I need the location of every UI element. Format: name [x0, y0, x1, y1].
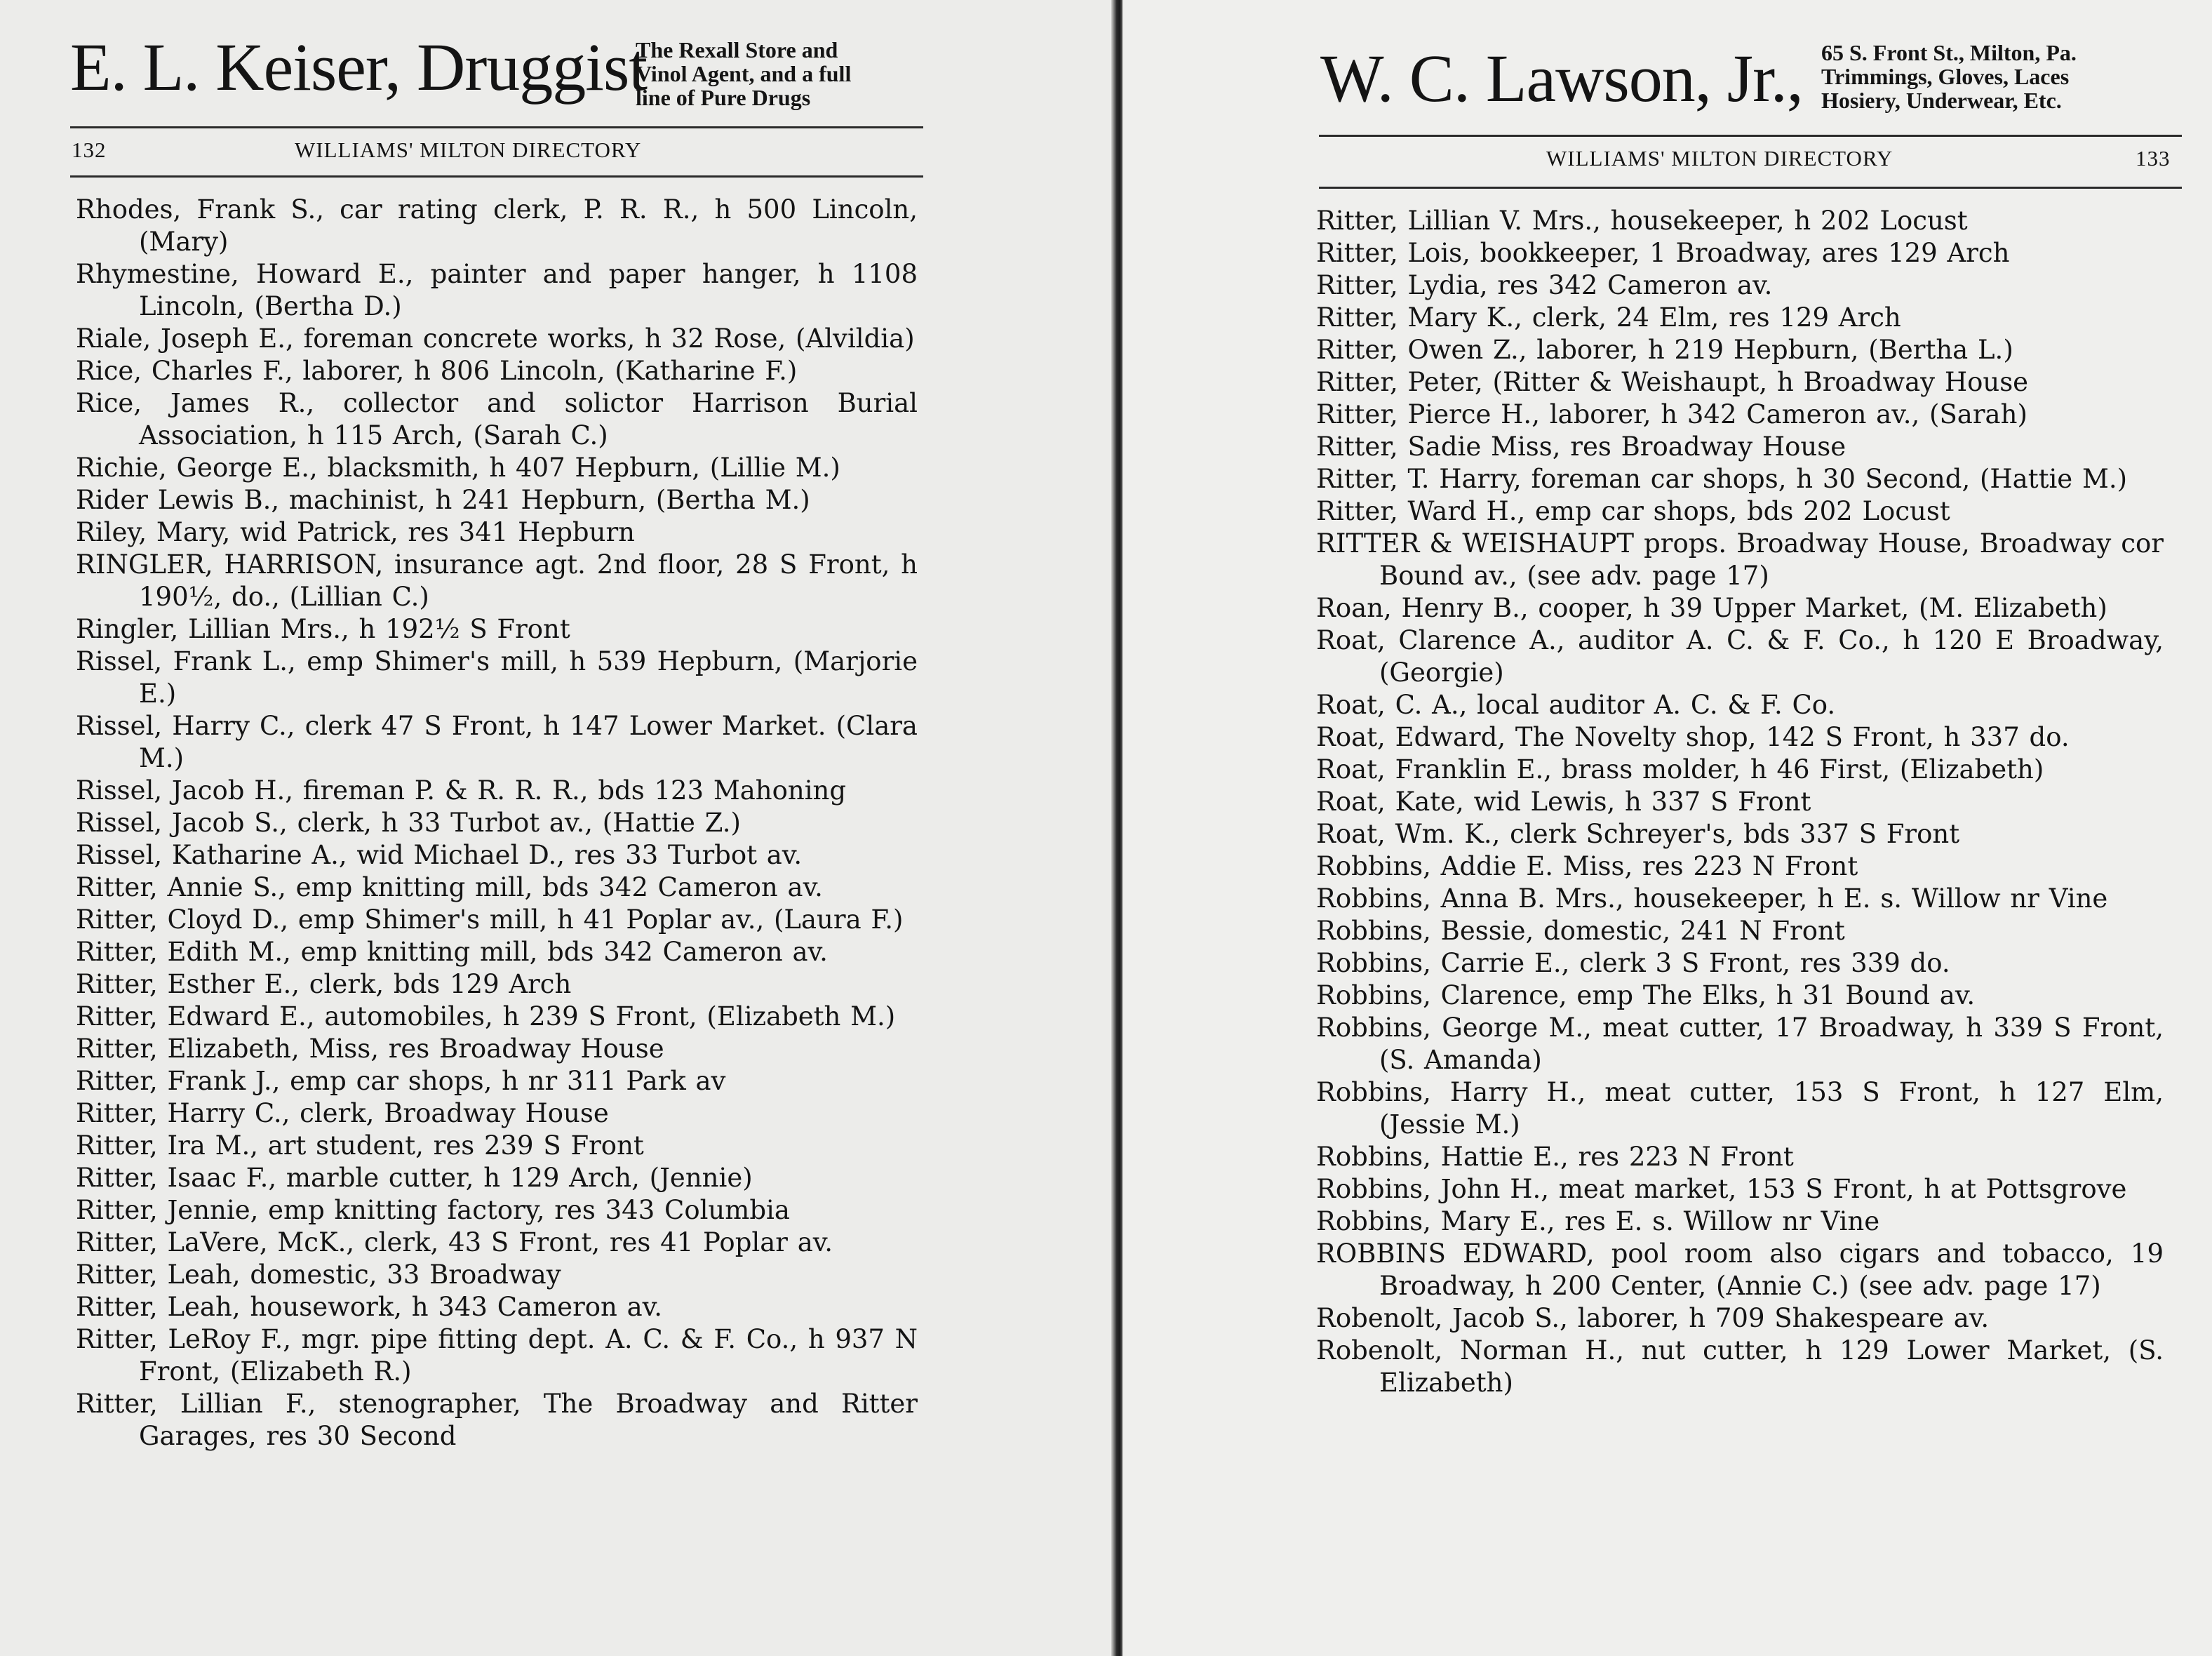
directory-entry: Ritter, Lillian F., stenographer, The Broadway and Ritter Garages, res 30 Second	[76, 1389, 918, 1451]
directory-entry: Ritter, Elizabeth, Miss, res Broadway House	[76, 1034, 664, 1064]
header-rule-top	[70, 126, 923, 128]
directory-entry: Robbins, Anna B. Mrs., housekeeper, h E. s. Willow nr Vine	[1316, 883, 2108, 914]
directory-entry: Rice, James R., collector and solictor Harrison Burial Association, h 115 Arch, (Sarah C.)	[76, 388, 918, 450]
directory-entry: Robbins, George M., meat cutter, 17 Broadway, h 339 S Front, (S. Amanda)	[1316, 1013, 2164, 1075]
ad-tagline-line-3: Hosiery, Underwear, Etc.	[1821, 88, 2062, 113]
directory-entry: Ringler, Lillian Mrs., h 192½ S Front	[76, 614, 570, 644]
directory-entry: Ritter, Owen Z., laborer, h 219 Hepburn, (Bertha L.)	[1316, 335, 2013, 365]
right-page	[1122, 0, 2212, 1656]
directory-entry: Ritter, Edward E., automobiles, h 239 S Front, (Elizabeth M.)	[76, 1001, 896, 1031]
directory-entry: RINGLER, HARRISON, insurance agt. 2nd floor, 28 S Front, h 190½, do., (Lillian C.)	[76, 549, 918, 612]
directory-entry: Robbins, Bessie, domestic, 241 N Front	[1316, 916, 1845, 946]
directory-entry: Rissel, Jacob S., clerk, h 33 Turbot av., (Hattie Z.)	[76, 808, 741, 838]
directory-entry: Ritter, Frank J., emp car shops, h nr 311 Park av	[76, 1066, 726, 1096]
page-number: 132	[72, 138, 107, 162]
directory-entry: Ritter, Leah, domestic, 33 Broadway	[76, 1260, 561, 1290]
directory-entry: Ritter, LeRoy F., mgr. pipe fitting dept. A. C. & F. Co., h 937 N Front, (Elizabeth R.)	[76, 1324, 918, 1387]
directory-entry: Riley, Mary, wid Patrick, res 341 Hepburn	[76, 517, 635, 547]
running-head: WILLIAMS' MILTON DIRECTORY	[1546, 146, 1893, 171]
directory-entry: Roan, Henry B., cooper, h 39 Upper Market, (M. Elizabeth)	[1316, 593, 2107, 623]
directory-entry: Rhodes, Frank S., car rating clerk, P. R. R., h 500 Lincoln, (Mary)	[76, 194, 918, 257]
ad-tagline-line-3: line of Pure Drugs	[636, 85, 811, 110]
ad-business-name: W. C. Lawson, Jr.,	[1320, 41, 1803, 116]
directory-entry: Rhymestine, Howard E., painter and paper hanger, h 1108 Lincoln, (Bertha D.)	[76, 259, 918, 321]
directory-entry: Ritter, Ira M., art student, res 239 S Front	[76, 1130, 644, 1161]
directory-entry: Ritter, Annie S., emp knitting mill, bds 342 Cameron av.	[76, 872, 823, 902]
header-rule-bottom	[70, 175, 923, 178]
header-rule-bottom	[1319, 187, 2182, 189]
directory-entry: Ritter, Ward H., emp car shops, bds 202 Locust	[1316, 496, 1950, 526]
directory-entry: Robbins, Clarence, emp The Elks, h 31 Bound av.	[1316, 980, 1976, 1010]
directory-entry: Roat, Franklin E., brass molder, h 46 First, (Elizabeth)	[1316, 754, 2044, 784]
directory-entry: Ritter, Isaac F., marble cutter, h 129 Arch, (Jennie)	[76, 1163, 753, 1193]
directory-entry: Rissel, Harry C., clerk 47 S Front, h 147 Lower Market. (Clara M.)	[76, 711, 918, 773]
directory-entry: Rider Lewis B., machinist, h 241 Hepburn, (Bertha M.)	[76, 485, 810, 515]
directory-entry: Rissel, Jacob H., fireman P. & R. R. R., bds 123 Mahoning	[76, 775, 847, 806]
directory-entry: Roat, Kate, wid Lewis, h 337 S Front	[1316, 787, 1811, 817]
header-rule-top	[1319, 135, 2182, 137]
directory-entry: Robbins, Mary E., res E. s. Willow nr Vine	[1316, 1206, 1880, 1236]
directory-entries	[1316, 205, 2164, 1399]
running-head: WILLIAMS' MILTON DIRECTORY	[295, 138, 642, 162]
directory-entry: Robbins, Carrie E., clerk 3 S Front, res 339 do.	[1316, 948, 1950, 978]
directory-entry: ROBBINS EDWARD, pool room also cigars and tobacco, 19 Broadway, h 200 Center, (Annie C.) (see adv. page 17)	[1316, 1238, 2164, 1301]
directory-entry: Ritter, Jennie, emp knitting factory, res 343 Columbia	[76, 1195, 790, 1225]
ad-tagline-line-2: Trimmings, Gloves, Laces	[1821, 64, 2070, 89]
directory-entry: Roat, Edward, The Novelty shop, 142 S Front, h 337 do.	[1316, 722, 2070, 752]
directory-entry: Robbins, Addie E. Miss, res 223 N Front	[1316, 851, 1858, 881]
directory-entry: Ritter, Cloyd D., emp Shimer's mill, h 41 Poplar av., (Laura F.)	[76, 904, 904, 935]
ad-business-name: E. L. Keiser, Druggist	[70, 29, 647, 105]
directory-entry: Riale, Joseph E., foreman concrete works, h 32 Rose, (Alvildia)	[76, 323, 915, 354]
directory-entry: Richie, George E., blacksmith, h 407 Hepburn, (Lillie M.)	[76, 453, 840, 483]
directory-entry: Ritter, LaVere, McK., clerk, 43 S Front, res 41 Poplar av.	[76, 1227, 833, 1257]
directory-entry: Roat, Clarence A., auditor A. C. & F. Co., h 120 E Broadway, (Georgie)	[1316, 625, 2164, 688]
page-number: 133	[2136, 146, 2171, 171]
directory-entry: Rice, Charles F., laborer, h 806 Lincoln, (Katharine F.)	[76, 356, 798, 386]
directory-entry: Ritter, Sadie Miss, res Broadway House	[1316, 432, 1846, 462]
directory-entry: Rissel, Katharine A., wid Michael D., res 33 Turbot av.	[76, 840, 803, 870]
directory-entry: Ritter, Esther E., clerk, bds 129 Arch	[76, 969, 572, 999]
directory-entry: Roat, Wm. K., clerk Schreyer's, bds 337 S Front	[1316, 819, 1960, 849]
directory-entry: Robenolt, Norman H., nut cutter, h 129 Lower Market, (S. Elizabeth)	[1316, 1335, 2164, 1398]
directory-entry: Ritter, Lois, bookkeeper, 1 Broadway, ares 129 Arch	[1316, 238, 2010, 268]
directory-entry: Ritter, Leah, housework, h 343 Cameron av.	[76, 1292, 662, 1322]
directory-entry: Ritter, T. Harry, foreman car shops, h 30 Second, (Hattie M.)	[1316, 464, 2128, 494]
directory-entry: Robbins, John H., meat market, 153 S Front, h at Pottsgrove	[1316, 1174, 2127, 1204]
directory-entry: Ritter, Mary K., clerk, 24 Elm, res 129 Arch	[1316, 302, 1901, 333]
directory-entries	[76, 194, 918, 1453]
directory-entry: Ritter, Harry C., clerk, Broadway House	[76, 1098, 609, 1128]
directory-entry: Ritter, Edith M., emp knitting mill, bds 342 Cameron av.	[76, 937, 828, 967]
directory-entry: Ritter, Lillian V. Mrs., housekeeper, h 202 Locust	[1316, 206, 1968, 236]
ad-tagline-line-2: Vinol Agent, and a full	[636, 61, 852, 86]
directory-entry: Roat, C. A., local auditor A. C. & F. Co.	[1316, 690, 1836, 720]
directory-entry: Ritter, Peter, (Ritter & Weishaupt, h Broadway House	[1316, 367, 2029, 397]
ad-tagline-line-1: 65 S. Front St., Milton, Pa.	[1821, 40, 2077, 65]
ad-tagline-line-1: The Rexall Store and	[636, 37, 838, 62]
directory-entry: Robbins, Harry H., meat cutter, 153 S Front, h 127 Elm, (Jessie M.)	[1316, 1077, 2164, 1140]
directory-entry: Ritter, Lydia, res 342 Cameron av.	[1316, 270, 1773, 300]
directory-entry: RITTER & WEISHAUPT props. Broadway House, Broadway cor Bound av., (see adv. page 17)	[1316, 528, 2164, 591]
directory-entry: Robenolt, Jacob S., laborer, h 709 Shakespeare av.	[1316, 1303, 1990, 1333]
directory-entry: Ritter, Pierce H., laborer, h 342 Cameron av., (Sarah)	[1316, 399, 2027, 429]
directory-entry: Rissel, Frank L., emp Shimer's mill, h 539 Hepburn, (Marjorie E.)	[76, 646, 918, 709]
directory-entry: Robbins, Hattie E., res 223 N Front	[1316, 1142, 1794, 1172]
